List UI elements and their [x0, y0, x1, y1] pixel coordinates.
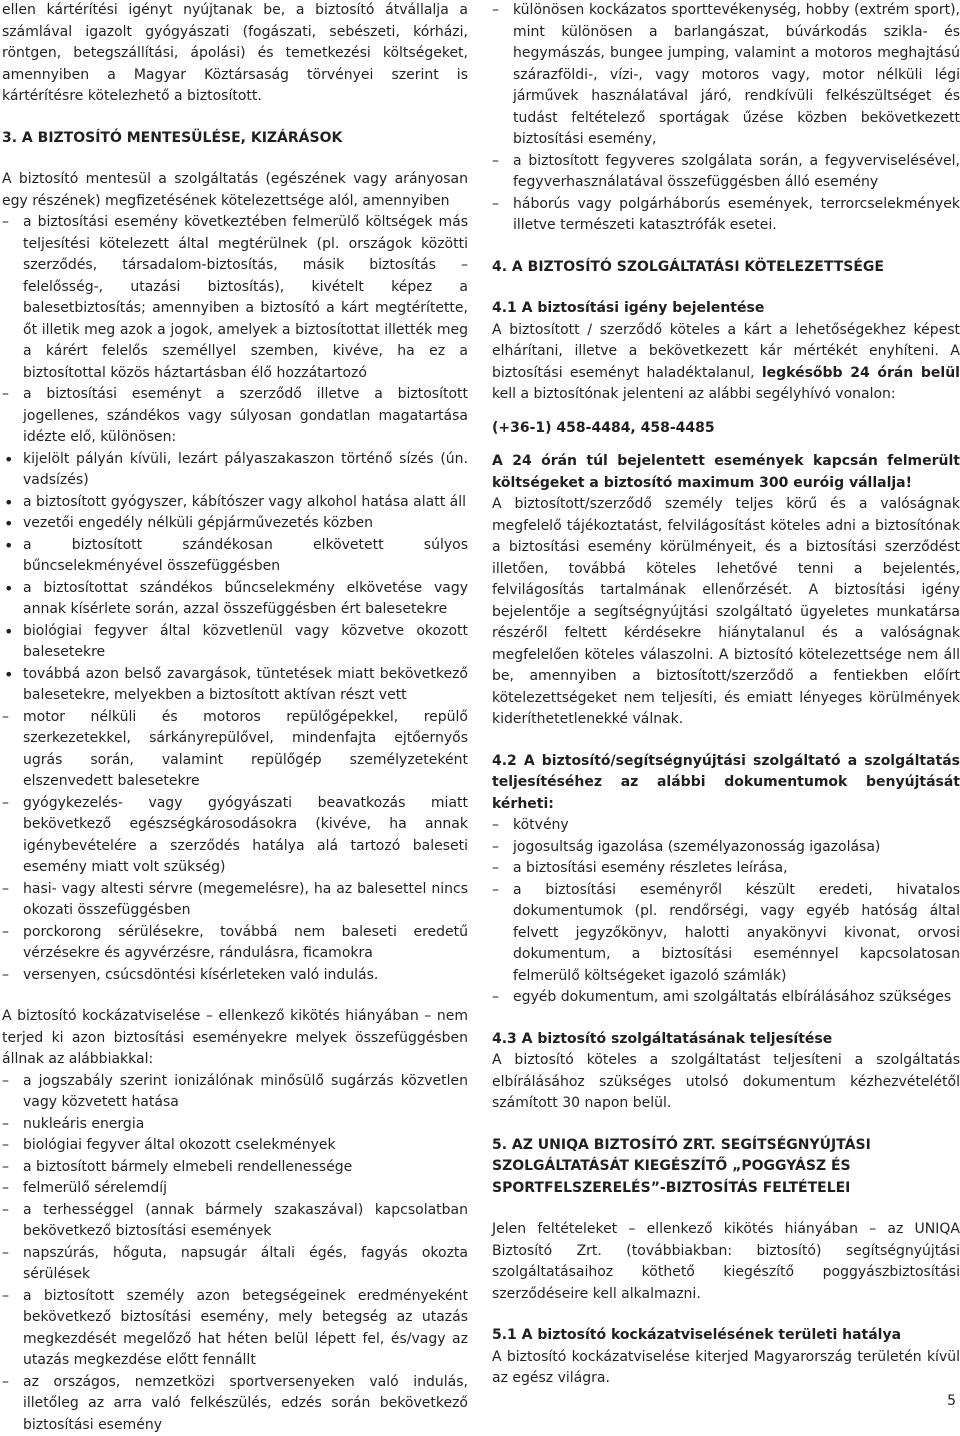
list-item: – hasi- vagy altesti sérvre (megemelésre), ha az balesettel nincs okozati összefüggésben [2, 879, 468, 922]
list-item: • kijelölt pályán kívüli, lezárt pályaszakaszon történő sízés (ún. vadsízés) [2, 449, 468, 492]
list-item: – felmerülő sérelemdíj [2, 1178, 468, 1200]
list-item: – háborús vagy polgárháborús események, terrorcselekmények illetve természeti katasztrófák esetei. [492, 194, 960, 237]
list-item: – a biztosított személy azon betegségeinek eredményeként bekövetkező biztosítási esemény, mely betegség az utazás megkezdését megelőző hat héten belül lépett fel, és/vagy az utazás megkezdése előtt fennállt [2, 1286, 468, 1372]
section-3-bullet-list [2, 449, 468, 707]
list-item: – jogosultság igazolása (személyazonosság igazolása) [492, 837, 960, 859]
list-item: – a terhességgel (annak bármely szakaszával) kapcsolatban bekövetkező biztosítási események [2, 1200, 468, 1243]
section-4-3-heading: 4.3 A biztosító szolgáltatásának teljesítése [492, 1029, 960, 1051]
left-column [2, 0, 468, 1436]
section-4-1-paragraph-1 [492, 320, 960, 406]
section-5-paragraph: Jelen feltételeket – ellenkező kikötés hiányában – az UNIQA Biztosító Zrt. (továbbiakban: biztosító) segítségnyújtási szolgáltatásaihoz köthető kiegészítő poggyászbiztosítási szerződéseire kell alkalmazni. [492, 1219, 960, 1305]
section-3-paragraph-2: A biztosító kockázatviselése – ellenkező kikötés hiányában – nem terjed ki azon biztosítási eseményekre melyek összefüggésben állnak az alábbiakkal: [2, 1006, 468, 1071]
list-item: – a biztosítási eseményt a szerződő illetve a biztosított jogellenes, szándékos vagy súlyosan gondatlan magatartása idézte elő, különösen: [2, 384, 468, 449]
section-5-1-heading: 5.1 A biztosító kockázatviselésének területi hatálya [492, 1325, 960, 1347]
list-item: • továbbá azon belső zavargások, tüntetések miatt bekövetkező balesetekre, melyekben a biztosított aktívan részt vett [2, 664, 468, 707]
section-5-1-paragraph: A biztosító kockázatviselése kiterjed Magyarország területén kívül az egész világra. [492, 1347, 960, 1390]
text-run: A biztosított / szerződő köteles a kárt a lehetőségekhez képest elhárítani, illetve a bekövetkezett kár mértékét enyhíteni. A biztosítási eseményt haladéktalanul, [492, 322, 960, 381]
section-4-1-heading: 4.1 A biztosítási igény bejelentése [492, 298, 960, 320]
list-item: – biológiai fegyver által okozott cselekmények [2, 1135, 468, 1157]
section-4-2-heading: 4.2 A biztosító/segítségnyújtási szolgáltató a szolgáltatás teljesítéséhez az alábbi dokumentumok benyújtását kérheti: [492, 751, 960, 816]
section-4-1-paragraph-2: A biztosított/szerződő személy teljes körű és a valóságnak megfelelő tájékoztatást, felvilágosítást köteles adni a biztosítónak a biztosítási esemény körülményeit, és a biztosítási szerződést illetően, továbbá köteles lehetővé tenni a bejelentés, felvilágosítás tartalmának ellenőrzését. A biztosítási igény bejelentője a segítségnyújtási szolgáltató ügyeletes munkatársa részéről feltett kérdésekre hiánytalanul és a valóságnak megfelelően köteles válaszolni. A biztosító kötelezettsége nem áll be, amennyiben a biztosított/szerződő a fentiekben előírt kötelezettségeket nem teljesíti, és emiatt lényeges körülmények kideríthetetlenekké válnak. [492, 494, 960, 731]
deadline-emphasis: legkésőbb 24 órán belül [762, 365, 960, 381]
page-number: 5 [947, 1391, 956, 1413]
list-item: • a biztosított szándékosan elkövetett súlyos bűncselekményével összefüggésben [2, 535, 468, 578]
list-item: • biológiai fegyver által közvetlenül vagy közvetve okozott balesetekre [2, 621, 468, 664]
list-item: • vezetői engedély nélküli gépjárművezetés közben [2, 513, 468, 535]
list-item: • a biztosítottat szándékos bűncselekmény elkövetése vagy annak kísérlete során, azzal összefüggésben ért balesetekre [2, 578, 468, 621]
list-item: – nukleáris energia [2, 1114, 468, 1136]
section-3-paragraph-1: A biztosító mentesül a szolgáltatás (egészének vagy arányosan egy részének) megfizetésének kötelezettsége alól, amennyiben [2, 169, 468, 212]
list-item: – porckorong sérülésekre, továbbá nem baleseti eredetű vérzésekre és agyvérzésre, rándulásra, ficamokra [2, 922, 468, 965]
right-column [492, 0, 960, 1390]
section-4-3-paragraph: A biztosító köteles a szolgáltatást teljesíteni a szolgáltatás elbírálásához szükséges utolsó dokumentum kézhezvételétől számított 30 napon belül. [492, 1050, 960, 1115]
section-3-dash-list-1 [2, 212, 468, 449]
emergency-phone-numbers: (+36-1) 458-4484, 458-4485 [492, 418, 960, 440]
list-item: – gyógykezelés- vagy gyógyászati beavatkozás miatt bekövetkező egészségkárosodásokra (kivéve, ha annak igénybevételére a szerződés hatálya alá tartozó baleseti esemény miatt volt szükség) [2, 793, 468, 879]
section-4-2-dash-list [492, 815, 960, 1009]
late-report-notice: A 24 órán túl bejelentett események kapcsán felmerült költségeket a biztosító maximum 300 euróig vállalja! [492, 451, 960, 494]
section-3-heading: 3. A BIZTOSÍTÓ MENTESÜLÉSE, KIZÁRÁSOK [2, 128, 468, 150]
section-4-heading: 4. A BIZTOSÍTÓ SZOLGÁLTATÁSI KÖTELEZETTSÉGE [492, 257, 960, 279]
section-5-heading: 5. AZ UNIQA BIZTOSÍTÓ ZRT. SEGÍTSÉGNYÚJTÁSI SZOLGÁLTATÁSÁT KIEGÉSZÍTŐ „POGGYÁSZ ÉS SPORTFELSZERELÉS”-BIZTOSÍTÁS FELTÉTELEI [492, 1135, 960, 1200]
list-item: – versenyen, csúcsdöntési kísérleteken való indulás. [2, 965, 468, 987]
section-3-dash-list-2 [2, 707, 468, 987]
list-item: – motor nélküli és motoros repülőgépekkel, repülő szerkezetekkel, sárkányrepülővel, mindenfajta ejtőernyős ugrás során, valamint repülőgép személyzeteként elszenvedett balesetekre [2, 707, 468, 793]
list-item: – napszúrás, hőguta, napsugár általi égés, fagyás okozta sérülések [2, 1243, 468, 1286]
list-item: – az országos, nemzetközi sportversenyeken való indulás, illetőleg az arra való felkészülés, edzés során bekövetkező biztosítási esemény [2, 1372, 468, 1436]
text-run: kell a biztosítónak jelenteni az alábbi segélyhívó vonalon: [492, 386, 896, 402]
intro-paragraph: ellen kártérítési igényt nyújtanak be, a biztosító átvállalja a számlával igazolt gyógyászati (fogászati, sebészeti, kórházi, röntgen, betegszállítási, ápolási) és temetkezési költségeket, amennyiben a Magyar Köztársaság törvényei szerint is kártérítésre kötelezhető a biztosított. [2, 0, 468, 108]
list-item: • a biztosított gyógyszer, kábítószer vagy alkohol hatása alatt áll [2, 492, 468, 514]
list-item: – a biztosítási eseményről készült eredeti, hivatalos dokumentumok (pl. rendőrségi, vagy egyéb hatóság által felvett jegyzőkönyv, halotti anyakönyvi kivonat, orvosi dokumentum, a biztosítási eseménnyel kapcsolatosan felmerülő költségeket igazoló számlák) [492, 880, 960, 988]
list-item: – a biztosítási esemény részletes leírása, [492, 858, 960, 880]
list-item: – a biztosított fegyveres szolgálata során, a fegyverviselésével, fegyverhasználatával összefüggésben álló esemény [492, 151, 960, 194]
continued-dash-list [492, 0, 960, 237]
section-3-dash-list-3 [2, 1071, 468, 1436]
list-item: – egyéb dokumentum, ami szolgáltatás elbírálásához szükséges [492, 987, 960, 1009]
list-item: – különösen kockázatos sporttevékenység, hobby (extrém sport), mint különösen a barlangászat, búvárkodás szikla- és hegymászás, bungee jumping, valamint a motoros meghajtású szárazföldi-, vízi-, vagy motoros vagy, motor nélküli légi járművek használatával járó, rendkívüli felkészültséget és tudást feltételező sportágak űzése közben bekövetkezett biztosítási esemény, [492, 0, 960, 151]
list-item: – kötvény [492, 815, 960, 837]
list-item: – a biztosítási esemény következtében felmerülő költségek más teljesítési kötelezett által megtérülnek (pl. országok közötti szerződés, társadalom-biztosítás, másik biztosítás – felelősség-, utazási biztosítás), kivételt képez a balesetbiztosítás; amennyiben a biztosító a kárt megtérítette, őt illetik meg azok a jogok, amelyek a biztosítottat illették meg a kárért felelős személlyel szemben, kivéve, ha ez a biztosítottal közös háztartásban élő hozzátartozó [2, 212, 468, 384]
list-item: – a biztosított bármely elmebeli rendellenessége [2, 1157, 468, 1179]
list-item: – a jogszabály szerint ionizálónak minősülő sugárzás közvetlen vagy közvetett hatása [2, 1071, 468, 1114]
